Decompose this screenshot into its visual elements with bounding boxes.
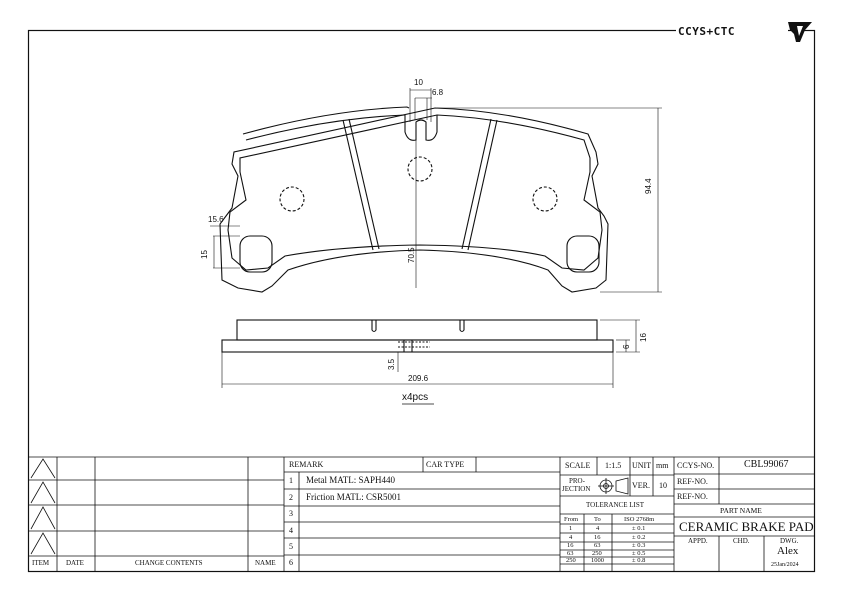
dim-groove: 3.5 (387, 358, 396, 370)
revision-triangles (31, 459, 55, 554)
dim-center-height: 70.5 (407, 247, 416, 263)
side-dimension-lines (222, 320, 640, 388)
projection-label-2: JECTION (562, 485, 591, 493)
remark-row-1-no: 1 (289, 476, 293, 485)
remark-row-4-no: 4 (289, 526, 293, 535)
pad-top-view (220, 107, 608, 292)
appd-label: APPD. (688, 537, 708, 545)
unit-label: UNIT (632, 461, 652, 470)
ccys-no-label: CCYS-NO. (677, 461, 715, 470)
rev-header-date: DATE (66, 559, 84, 567)
rev-header-name: NAME (255, 559, 276, 567)
tolerance-header-iso: ISO 2768m (624, 516, 655, 523)
remark-row-6-no: 6 (289, 558, 293, 567)
remark-row-1-text: Metal MATL: SAPH440 (306, 475, 396, 485)
tolerance-row-5-from: 250 (566, 557, 576, 564)
tolerance-row-4-val: ± 0.5 (632, 550, 646, 557)
dim-height-total: 94.4 (644, 178, 653, 194)
tolerance-row-4-to: 250 (592, 550, 602, 557)
drawer-name: Alex (777, 545, 799, 557)
dim-backplate-thickness: 6 (622, 344, 631, 349)
rev-header-item: ITEM (32, 559, 50, 567)
chd-label: CHD. (733, 537, 750, 545)
rev-header-change-contents: CHANGE CONTENTS (135, 559, 203, 567)
title-block-grid (29, 457, 815, 571)
pad-side-view (222, 320, 613, 352)
tolerance-row-2-val: ± 0.2 (632, 534, 646, 541)
unit-value: mm (656, 461, 669, 470)
remark-row-5-no: 5 (289, 542, 293, 551)
scale-label: SCALE (565, 461, 591, 470)
backplate-outline (220, 107, 608, 292)
ccys-no-value: CBL99067 (744, 459, 789, 470)
drawing-date: 25Jan/2024 (771, 562, 799, 568)
ver-label: VER. (632, 481, 650, 490)
tolerance-row-5-to: 1000 (591, 557, 604, 564)
tolerance-row-3-from: 16 (567, 542, 574, 549)
remark-row-2-no: 2 (289, 493, 293, 502)
tolerance-header-from: From (564, 516, 579, 523)
projection-symbol-icon (598, 478, 628, 494)
tolerance-row-2-to: 16 (594, 534, 601, 541)
tolerance-row-4-from: 63 (567, 550, 574, 557)
part-name: CERAMIC BRAKE PAD (679, 519, 814, 534)
tolerance-row-3-val: ± 0.3 (632, 542, 646, 549)
tolerance-row-1-val: ± 0.1 (632, 525, 646, 532)
remark-row-3-no: 3 (289, 509, 293, 518)
car-type-label: CAR TYPE (426, 460, 465, 469)
tolerance-row-1-to: 4 (596, 525, 600, 532)
ref-no-label-1: REF-NO. (677, 477, 708, 486)
dim-ear-width: 15.6 (208, 215, 224, 224)
sheet-border (29, 31, 815, 572)
dim-slot-inner: 6.8 (432, 88, 444, 97)
projection-label-1: PRO- (569, 477, 585, 485)
tolerance-row-5-val: ± 0.8 (632, 557, 646, 564)
brand-logo (676, 22, 812, 42)
dwg-label: DWG. (780, 537, 799, 545)
dim-slot-outer: 10 (414, 78, 423, 87)
brand-name: CCYS+CTC (678, 25, 735, 38)
part-name-label: PART NAME (720, 506, 762, 515)
tolerance-row-1-from: 1 (569, 525, 573, 532)
dim-thickness-total: 16 (639, 333, 648, 342)
scale-value: 1:1.5 (605, 461, 622, 470)
tolerance-row-2-from: 4 (569, 534, 573, 541)
ver-value: 10 (659, 481, 667, 490)
quantity-label: x4pcs (402, 392, 429, 403)
remark-row-2-text: Friction MATL: CSR5001 (306, 492, 402, 502)
tolerance-header-to: To (594, 516, 601, 523)
dim-length: 209.6 (408, 374, 429, 383)
dim-ear-height: 15 (200, 250, 209, 259)
tolerance-title: TOLERANCE LIST (586, 501, 645, 509)
ref-no-label-2: REF-NO. (677, 492, 708, 501)
tolerance-row-3-to: 63 (594, 542, 601, 549)
remark-header: REMARK (289, 460, 324, 469)
